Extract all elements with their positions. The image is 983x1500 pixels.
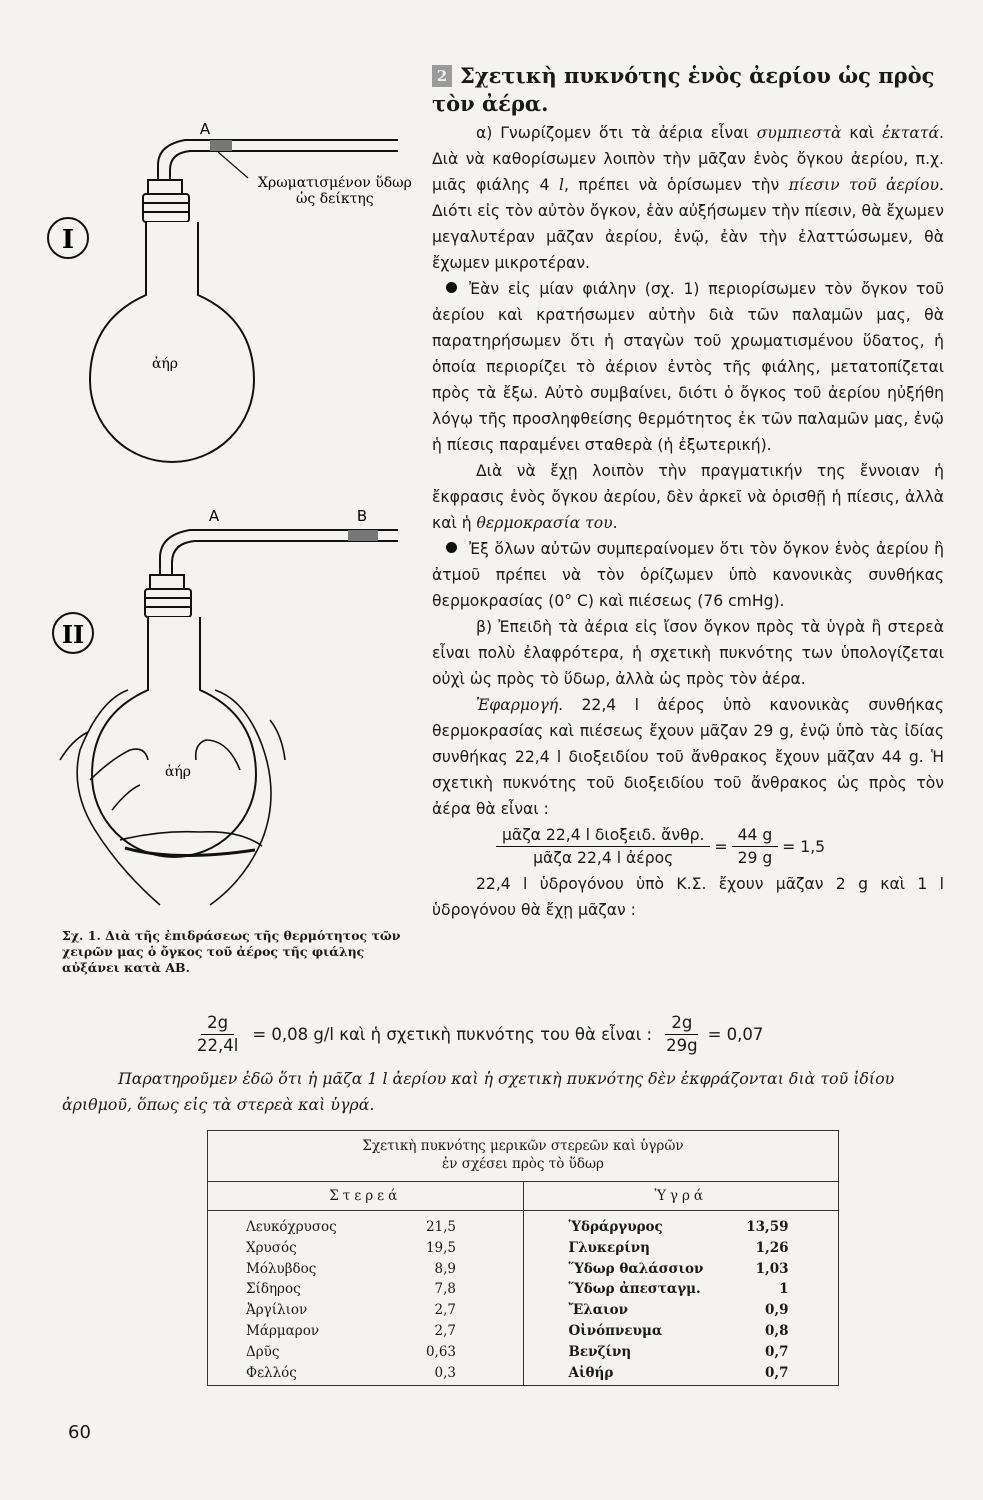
table-row <box>208 1259 523 1280</box>
solids-value: 2,7 <box>434 1302 456 1319</box>
density-table <box>207 1130 839 1386</box>
table-title-line1: Σχετικὴ πυκνότης μερικῶν στερεῶν καὶ ὑγρῶν <box>362 1138 684 1154</box>
table-row <box>524 1321 839 1342</box>
table-row <box>208 1238 523 1259</box>
table-row <box>208 1321 523 1342</box>
liquids-name: Ὕδωρ θαλάσσιον <box>568 1260 704 1277</box>
indicator-label-line1: Χρωματισμένον ὕδωρ <box>258 175 412 191</box>
point-B: B <box>356 507 368 525</box>
density-equation: $\frac{\text{μᾶζα 22,4 l διοξειδ. ἄνθρ.}}{\text{μᾶζα 22,4 l ἀέρος}}$ = $\frac{44 g}{29 g}$ = 1,5 <box>492 824 944 869</box>
table-row <box>208 1300 523 1321</box>
liquids-name: Γλυκερίνη <box>568 1239 650 1256</box>
liquids-value: 0,9 <box>765 1302 789 1319</box>
table-row <box>524 1217 839 1238</box>
solids-header: Στερεά <box>208 1182 523 1211</box>
hydrogen-equation <box>62 1012 942 1057</box>
air-label-2: ἀήρ <box>164 764 192 780</box>
fraction-2-29: $\frac{2g}{29g}$ <box>666 1013 698 1055</box>
liquids-name: Οἰνόπνευμα <box>568 1322 663 1339</box>
bullet-icon <box>446 542 457 553</box>
paragraph-temperature: Διὰ νὰ ἔχῃ λοιπὸν τὴν πραγματικήν της ἔννοιαν ἡ ἔκφρασις ἑνὸς ὄγκου ἀερίου, δὲν ἀρκεῖ νὰ ὁρισθῇ ἡ πίεσις, ἀλλὰ καὶ ἡ θερμοκρασία του. <box>432 462 944 532</box>
section-heading <box>432 62 944 118</box>
liquids-name: Ὑδράργυρος <box>568 1219 663 1235</box>
bullet-icon <box>446 282 457 293</box>
equation-result: = 0,07 <box>707 1024 764 1044</box>
liquids-value: 1,26 <box>755 1239 789 1256</box>
table-row <box>524 1300 839 1321</box>
table-row <box>208 1279 523 1300</box>
table-row <box>208 1363 523 1384</box>
liquids-name: Αἰθήρ <box>568 1364 614 1381</box>
paragraph-b: β) Ἐπειδὴ τὰ ἀέρια εἰς ἴσον ὄγκον πρὸς τὰ ὑγρὰ ἢ στερεὰ εἶναι πολὺ ἐλαφρότερα, ἡ σχετικὴ πυκνότης των ὑπολογίζεται οὐχὶ ὡς πρὸς τὸ ὕδωρ, ἀλλὰ ὡς πρὸς τὸν ἀέρα. <box>432 618 944 688</box>
flask-diagram <box>0 0 420 1000</box>
solids-name: Δρῦς <box>246 1343 280 1360</box>
solids-column <box>208 1182 524 1385</box>
fraction-mass-ratio: $\frac{\text{μᾶζα 22,4 l διοξειδ. ἄνθρ.}}{\text{μᾶζα 22,4 l ἀέρος}}$ <box>496 824 710 869</box>
solids-name: Μάρμαρον <box>246 1322 320 1339</box>
flask-figure <box>0 0 420 1000</box>
solids-name: Σίδηρος <box>246 1281 301 1298</box>
main-text-column <box>432 62 944 923</box>
section-title: Σχετικὴ πυκνότης ἑνὸς ἀερίου ὡς πρὸς τὸν ἀέρα. <box>432 63 935 116</box>
solids-value: 0,3 <box>434 1364 456 1381</box>
solids-value: 7,8 <box>434 1281 456 1298</box>
table-row <box>208 1342 523 1363</box>
solids-value: 21,5 <box>425 1219 456 1235</box>
section-number: 2 <box>432 65 452 87</box>
figure-caption: Σχ. 1. Διὰ τῆς ἐπιδράσεως τῆς θερμότητος τῶν χειρῶν μας ὁ ὄγκος τοῦ ἀέρος τῆς φιάλης αὐξάνει κατὰ ΑΒ. <box>62 928 401 975</box>
fraction-2-22-4: $\frac{2g}{22,4l}$ <box>197 1013 239 1055</box>
table-title-line2: ἐν σχέσει πρὸς τὸ ὕδωρ <box>442 1156 604 1172</box>
table-row <box>524 1279 839 1300</box>
solids-name: Χρυσός <box>246 1239 297 1256</box>
liquids-name: Ὕδωρ ἀπεσταγμ. <box>568 1281 701 1298</box>
liquids-value: 0,7 <box>765 1364 789 1381</box>
liquids-name: Ἔλαιον <box>568 1302 629 1319</box>
indicator-label-line2: ὡς δείκτης <box>296 191 374 207</box>
air-label-1: ἀήρ <box>151 356 179 372</box>
table-row <box>208 1217 523 1238</box>
paragraph-hydrogen: 22,4 l ὑδρογόνου ὑπὸ Κ.Σ. ἔχουν μᾶζαν 2 g καὶ 1 l ὑδρογόνου θὰ ἔχῃ μᾶζαν : <box>432 875 944 919</box>
solids-name: Φελλός <box>246 1364 297 1381</box>
solids-value: 19,5 <box>425 1239 456 1256</box>
point-A-lower: A <box>208 507 220 525</box>
solids-value: 0,63 <box>425 1343 456 1360</box>
liquids-column <box>524 1182 839 1385</box>
page-number: 60 <box>68 1422 91 1443</box>
paragraph-application: Ἐφαρμογή. 22,4 l ἀέρος ὑπὸ κανονικὰς συνθήκας θερμοκρασίας καὶ πιέσεως ἔχουν μᾶζαν 29 g, ἐνῷ ὑπὸ τὰς ἰδίας συνθήκας 22,4 l διοξειδίου τοῦ ἄνθρακος ἔχουν μᾶζαν 44 g. Ἡ σχετικὴ πυκνότης τοῦ διοξειδίου τοῦ ἄνθρακος ὡς πρὸς τὸν ἀέρα θὰ εἶναι : <box>432 696 944 818</box>
paragraph-experiment: Ἐὰν εἰς μίαν φιάλην (σχ. 1) περιορίσωμεν τὸν ὄγκον τοῦ ἀερίου καὶ κρατήσωμεν αὐτὴν διὰ τῶν παλαμῶν μας, θὰ παρατηρήσωμεν ὅτι ἡ σταγὼν τοῦ χρωματισμένου ὕδατος, ἡ ὁποία περιορίζει τὸ ἀέριον ἐντὸς τῆς φιάλης, μετατοπίζεται πρὸς τὰ ἔξω. Αὐτὸ συμβαίνει, διότι ὁ ὄγκος τοῦ ἀερίου ηὐξήθη λόγῳ τῆς προσληφθείσης θερμότητος ἐκ τῶν παλαμῶν μας, ἐνῷ ἡ πίεσις παραμένει σταθερὰ (ἡ ἐξωτερική). <box>432 280 944 454</box>
solids-name: Μόλυβδος <box>246 1260 317 1277</box>
solids-value: 2,7 <box>434 1322 456 1339</box>
liquids-value: 0,8 <box>765 1322 789 1339</box>
liquids-name: Βενζίνη <box>568 1343 632 1360</box>
paragraph-conclusion: Ἐξ ὅλων αὐτῶν συμπεραίνομεν ὅτι τὸν ὄγκον ἑνὸς ἀερίου ἢ ἀτμοῦ πρέπει νὰ τὸν ὁρίζωμεν ὑπὸ κανονικὰς συνθήκας θερμοκρασίας (0° C) καὶ πιέσεως (76 cmHg). <box>432 540 944 610</box>
table-row <box>524 1238 839 1259</box>
figure-label-I: I <box>61 225 75 255</box>
liquids-value: 0,7 <box>765 1343 789 1360</box>
paragraph-a: α) Γνωρίζομεν ὅτι τὰ ἀέρια εἶναι συμπιεστὰ καὶ ἐκτατά. Διὰ νὰ καθορίσωμεν λοιπὸν τὴν μᾶζαν ἑνὸς ὄγκου ἀερίου, π.χ. μιᾶς φιάλης 4 l, πρέπει νὰ ὁρίσωμεν τὴν πίεσιν τοῦ ἀερίου. Διότι εἰς τὸν αὐτὸν ὄγκον, ἐὰν αὐξήσωμεν τὴν πίεσιν, θὰ ἔχωμεν μεγαλυτέραν μᾶζαν ἀερίου, ἐνῷ, ἐὰν τὴν ἐλαττώσωμεν, θὰ ἔχωμεν μικροτέραν. <box>432 124 944 272</box>
solids-value: 8,9 <box>434 1260 456 1277</box>
liquids-value: 13,59 <box>746 1219 789 1235</box>
figure-label-II: II <box>61 620 85 649</box>
point-A-upper: A <box>199 120 211 138</box>
liquids-value: 1,03 <box>755 1260 789 1277</box>
observation-note: Παρατηροῦμεν ἐδῶ ὅτι ἡ μᾶζα 1 l ἀερίου καὶ ἡ σχετικὴ πυκνότης δὲν ἐκφράζονται διὰ τοῦ ἰδίου ἀριθμοῦ, ὅπως εἰς τὰ στερεὰ καὶ ὑγρά. <box>62 1069 895 1114</box>
solids-name: Ἀργίλιον <box>246 1302 308 1319</box>
solids-name: Λευκόχρυσος <box>246 1219 337 1235</box>
equation-middle: = 0,08 g/l καὶ ἡ σχετικὴ πυκνότης του θὰ εἶναι : <box>252 1024 653 1044</box>
fraction-44-29: $\frac{44 g}{29 g}$ <box>732 824 779 869</box>
liquids-value: 1 <box>779 1281 789 1298</box>
liquids-header: Ὑγρά <box>524 1182 839 1211</box>
table-row <box>524 1363 839 1384</box>
table-row <box>524 1259 839 1280</box>
table-row <box>524 1342 839 1363</box>
